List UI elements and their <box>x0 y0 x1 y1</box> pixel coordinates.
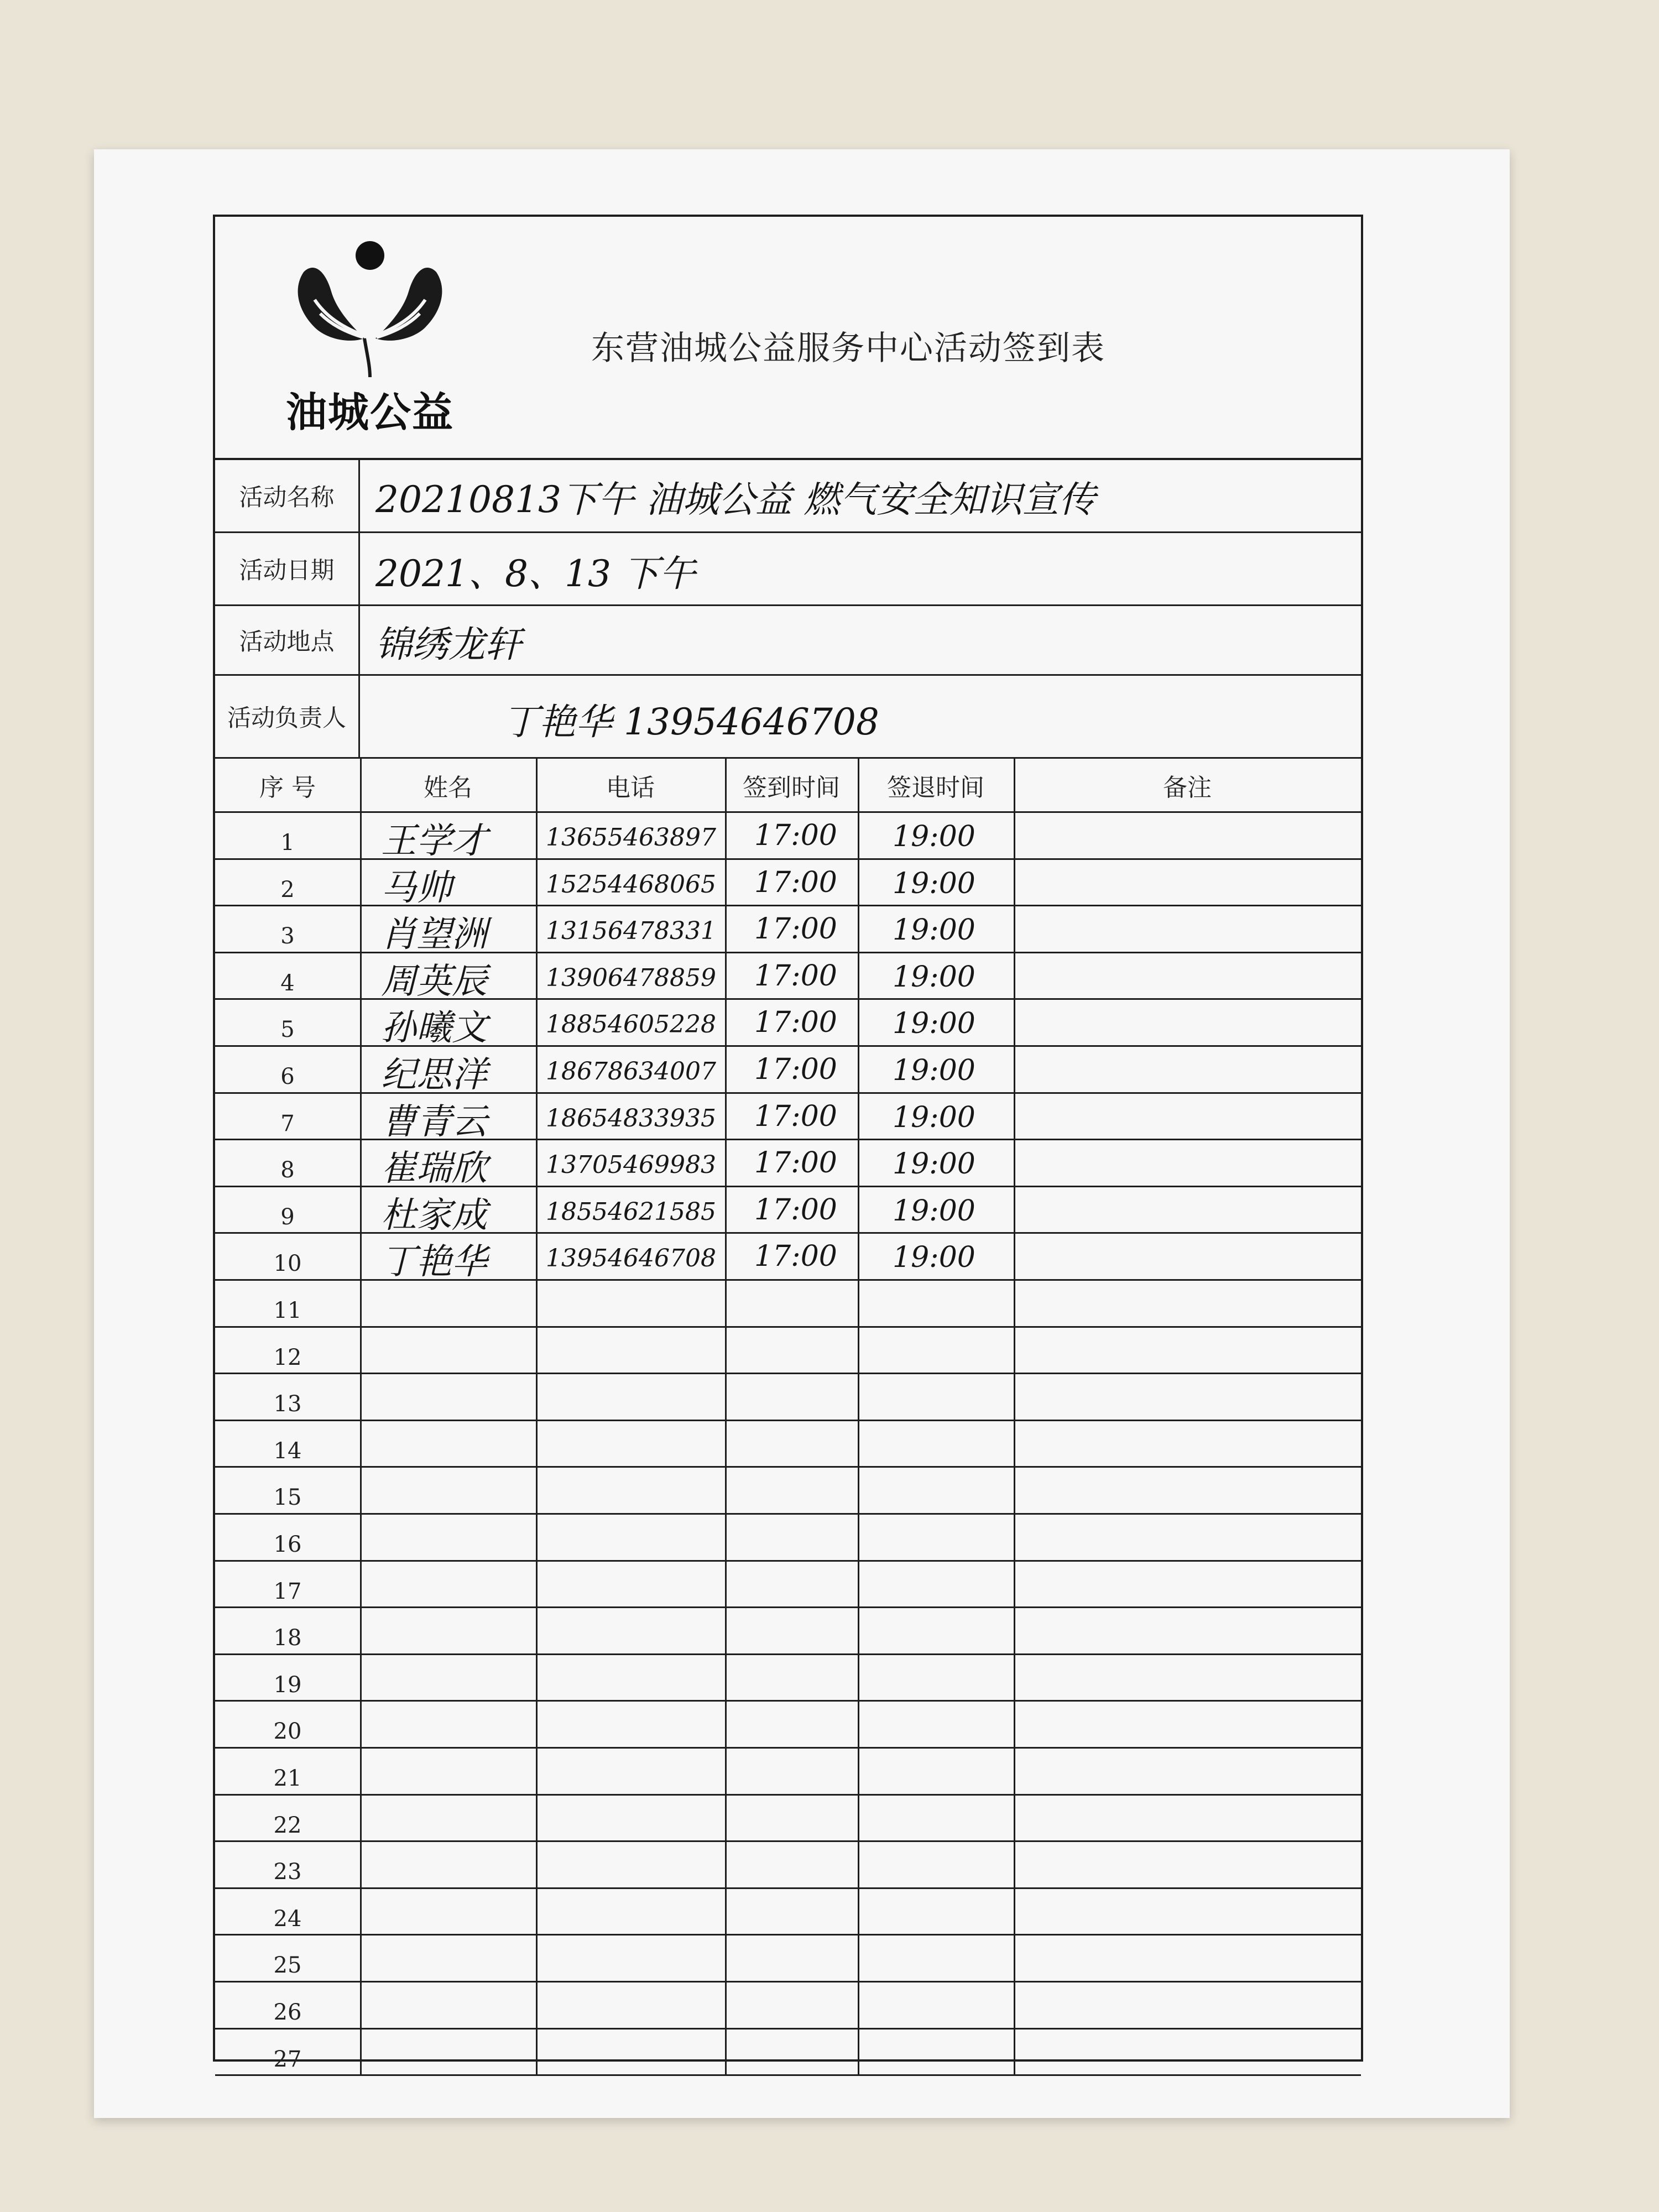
column-header-remarks: 备注 <box>1163 773 1212 802</box>
hands-logo-icon <box>281 239 458 383</box>
column-divider <box>725 759 727 2074</box>
row-number: 13 <box>273 1391 302 1417</box>
attendee-phone: 13156478331 <box>546 917 716 946</box>
check-in-time: 17:00 <box>754 865 837 899</box>
attendee-phone: 18854605228 <box>546 1010 716 1039</box>
check-in-time: 17:00 <box>754 1146 837 1180</box>
form-header <box>215 217 1361 460</box>
column-divider <box>1014 759 1015 2074</box>
info-label: 活动名称 <box>215 460 360 531</box>
row-divider <box>215 1653 1361 1655</box>
check-out-time: 19:00 <box>893 1194 975 1228</box>
row-divider <box>215 1326 1361 1328</box>
row-divider <box>215 1747 1361 1749</box>
attendee-phone: 18654833935 <box>546 1104 716 1133</box>
row-number: 7 <box>280 1110 295 1136</box>
attendee-phone: 15254468065 <box>546 870 716 899</box>
check-out-time: 19:00 <box>893 820 975 853</box>
attendee-name: 杜家成 <box>381 1194 487 1236</box>
column-divider <box>360 759 362 2074</box>
attendee-phone: 13705469983 <box>546 1151 716 1180</box>
attendee-phone: 13906478859 <box>546 963 716 992</box>
attendee-name: 曹青云 <box>381 1101 487 1142</box>
row-number: 9 <box>280 1204 295 1230</box>
row-number: 10 <box>273 1251 302 1277</box>
column-header-check-out: 签退时间 <box>887 773 984 802</box>
row-number: 4 <box>280 970 295 996</box>
activity-location-value: 锦绣龙轩 <box>375 623 521 666</box>
row-divider <box>215 1513 1361 1515</box>
row-number: 15 <box>273 1485 302 1511</box>
check-in-time: 17:00 <box>754 1193 837 1227</box>
attendee-name: 孙曦文 <box>381 1008 487 1049</box>
row-divider <box>215 1794 1361 1796</box>
row-number: 25 <box>273 1953 302 1979</box>
row-divider <box>215 1466 1361 1468</box>
info-row-activity-name <box>215 460 1361 533</box>
row-number: 3 <box>280 924 295 950</box>
check-out-time: 19:00 <box>893 914 975 947</box>
row-divider <box>215 1934 1361 1936</box>
row-divider <box>215 1606 1361 1608</box>
row-divider <box>215 1560 1361 1562</box>
attendee-name: 纪思洋 <box>381 1055 487 1095</box>
row-divider <box>215 1700 1361 1702</box>
attendee-name: 周英辰 <box>381 961 487 1002</box>
column-header-number: 序 号 <box>259 773 316 802</box>
check-out-time: 19:00 <box>893 867 975 900</box>
check-in-time: 17:00 <box>754 1099 837 1133</box>
row-number: 21 <box>273 1766 302 1791</box>
form-title: 东营油城公益服务中心活动签到表 <box>591 329 1105 368</box>
row-number: 24 <box>273 1906 302 1932</box>
check-out-time: 19:00 <box>893 1007 975 1041</box>
attendee-phone: 18678634007 <box>546 1057 716 1086</box>
attendee-phone: 13954646708 <box>546 1244 716 1273</box>
row-number: 6 <box>280 1064 295 1089</box>
person-in-charge-value: 丁艳华 13954646708 <box>503 701 879 743</box>
activity-date-value: 2021、8、13 下午 <box>375 552 696 595</box>
info-row-activity-location <box>215 606 1361 676</box>
row-number: 12 <box>273 1344 302 1370</box>
attendee-name: 肖望洲 <box>381 914 487 956</box>
row-divider <box>215 1420 1361 1421</box>
row-number: 2 <box>280 877 295 902</box>
logo-text: 油城公益 <box>286 389 454 436</box>
check-in-time: 17:00 <box>754 1240 837 1274</box>
row-number: 8 <box>280 1157 295 1183</box>
row-number: 17 <box>273 1578 302 1604</box>
row-number: 20 <box>273 1719 302 1745</box>
check-out-time: 19:00 <box>893 960 975 994</box>
info-label: 活动日期 <box>215 533 360 604</box>
check-out-time: 19:00 <box>893 1147 975 1181</box>
attendee-phone: 18554621585 <box>546 1197 716 1226</box>
check-in-time: 17:00 <box>754 959 837 993</box>
row-divider <box>215 1840 1361 1842</box>
column-header-name: 姓名 <box>424 773 472 802</box>
row-divider <box>215 1373 1361 1374</box>
sign-in-form <box>213 215 1363 2072</box>
row-number: 27 <box>273 2046 302 2072</box>
row-number: 5 <box>280 1017 295 1043</box>
check-in-time: 17:00 <box>754 1053 837 1086</box>
check-in-time: 17:00 <box>754 1006 837 1040</box>
check-out-time: 19:00 <box>893 1054 975 1087</box>
paper-sheet <box>94 149 1510 2118</box>
check-out-time: 19:00 <box>893 1100 975 1134</box>
row-number: 16 <box>273 1532 302 1557</box>
attendee-name: 王学才 <box>381 821 487 862</box>
attendee-name: 马帅 <box>381 867 452 909</box>
activity-name-value: 20210813下午 油城公益 燃气安全知识宣传 <box>375 478 1095 521</box>
info-row-person-in-charge <box>215 676 1361 759</box>
row-number: 14 <box>273 1438 302 1464</box>
attendee-name: 崔瑞欣 <box>381 1148 487 1190</box>
row-number: 19 <box>273 1672 302 1698</box>
logo <box>281 239 458 436</box>
row-divider <box>215 2028 1361 2030</box>
check-in-time: 17:00 <box>754 912 837 946</box>
attendee-name: 丁艳华 <box>381 1241 487 1283</box>
row-divider <box>215 1981 1361 1983</box>
row-number: 1 <box>280 830 295 855</box>
column-header-phone: 电话 <box>606 773 655 802</box>
row-number: 23 <box>273 1859 302 1885</box>
column-divider <box>536 759 538 2074</box>
row-number: 11 <box>273 1298 302 1323</box>
info-label: 活动负责人 <box>215 676 360 757</box>
row-number: 18 <box>273 1625 302 1651</box>
column-divider <box>858 759 859 2074</box>
info-label: 活动地点 <box>215 606 360 674</box>
row-number: 26 <box>273 2000 302 2025</box>
attendee-phone: 13655463897 <box>546 823 716 852</box>
info-row-activity-date <box>215 533 1361 606</box>
row-divider <box>215 2074 1361 2076</box>
column-header-check-in: 签到时间 <box>743 773 840 802</box>
check-out-time: 19:00 <box>893 1241 975 1275</box>
row-divider <box>215 1887 1361 1889</box>
row-number: 22 <box>273 1812 302 1838</box>
check-in-time: 17:00 <box>754 819 837 852</box>
